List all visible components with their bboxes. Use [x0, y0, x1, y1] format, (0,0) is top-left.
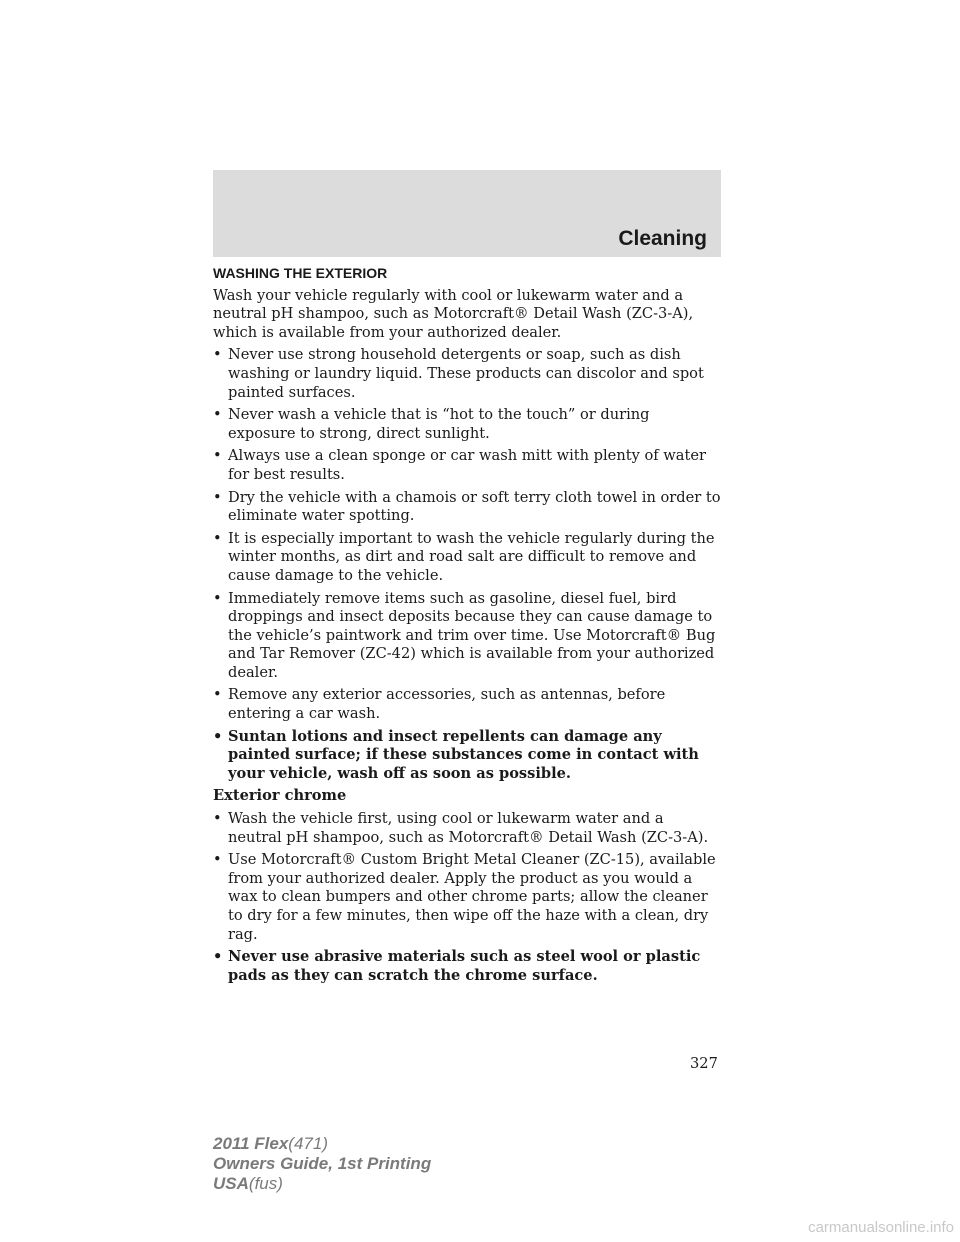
footer-line-market — [213, 1174, 431, 1194]
chrome-bullet-list — [213, 810, 721, 985]
bullet-item: • Dry the vehicle with a chamois or soft terry cloth towel in order to eliminate water spotting. — [213, 489, 721, 526]
warning-bullet-item: • Never use abrasive materials such as steel wool or plastic pads as they can scratch the chrome surface. — [213, 948, 721, 985]
watermark-text: carmanualsonline.info — [808, 1219, 954, 1236]
footer-market-code: (fus) — [248, 1174, 283, 1193]
bullet-item: • Wash the vehicle first, using cool or lukewarm water and a neutral pH shampoo, such as Motorcraft® Detail Wash (ZC-3-A). — [213, 810, 721, 847]
section-header-band — [213, 170, 721, 257]
print-footer — [213, 1134, 431, 1194]
footer-model-code: (471) — [288, 1134, 328, 1153]
bullet-item: • It is especially important to wash the vehicle regularly during the winter months, as dirt and road salt are difficult to remove and cause damage to the vehicle. — [213, 530, 721, 586]
intro-paragraph: Wash your vehicle regularly with cool or lukewarm water and a neutral pH shampoo, such as Motorcraft® Detail Wash (ZC-3-A), which is available from your authorized dealer. — [213, 286, 694, 341]
bullet-item: • Immediately remove items such as gasoline, diesel fuel, bird droppings and insect deposits because they can cause damage to the vehicle’s paintwork and trim over time. Use Motorcraft® Bug and Tar Remover (ZC-42) which is available from your authorized dealer. — [213, 590, 721, 683]
footer-line-printing: Owners Guide, 1st Printing — [213, 1154, 432, 1173]
bullet-item: • Never wash a vehicle that is “hot to the touch” or during exposure to strong, direct sunlight. — [213, 406, 721, 443]
footer-model: 2011 Flex — [213, 1134, 289, 1153]
bullet-item: • Always use a clean sponge or car wash mitt with plenty of water for best results. — [213, 447, 721, 484]
section-title: Cleaning — [618, 227, 707, 250]
warning-bullet-item: • Suntan lotions and insect repellents can damage any painted surface; if these substances come in contact with your vehicle, wash off as soon as possible. — [213, 728, 721, 784]
washing-bullet-list — [213, 346, 721, 783]
footer-line-model — [213, 1134, 431, 1154]
footer-market: USA — [213, 1174, 249, 1193]
exterior-chrome-subheading: Exterior chrome — [213, 787, 347, 805]
page-heading: WASHING THE EXTERIOR — [213, 265, 388, 281]
bullet-item: • Use Motorcraft® Custom Bright Metal Cleaner (ZC-15), available from your authorized dealer. Apply the product as you would a wax to clean bumpers and other chrome parts; allow the cleaner to dry for a few minutes, then wipe off the haze with a clean, dry rag. — [213, 851, 721, 944]
page-content — [213, 264, 721, 989]
bullet-item: • Never use strong household detergents or soap, such as dish washing or laundry liquid. These products can discolor and spot painted surfaces. — [213, 346, 721, 402]
page-number: 327 — [690, 1055, 718, 1072]
bullet-item: • Remove any exterior accessories, such as antennas, before entering a car wash. — [213, 686, 721, 723]
